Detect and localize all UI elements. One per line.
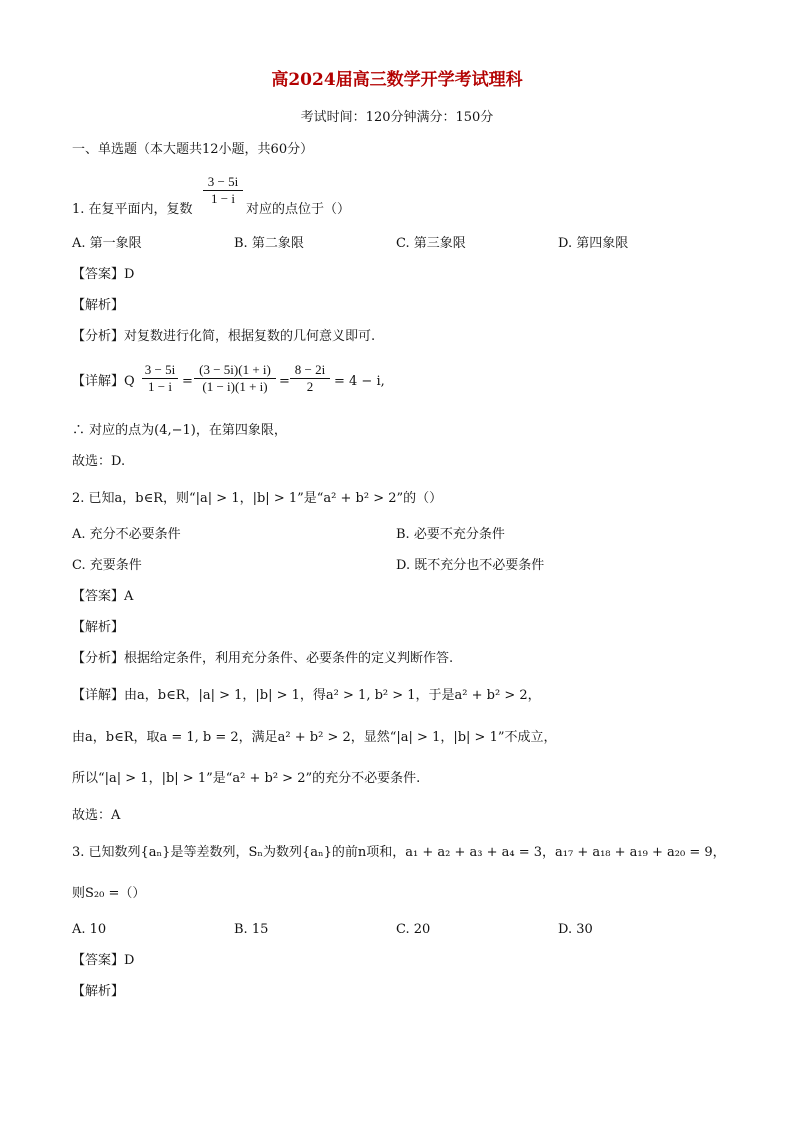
q2-detail-2: 由a，b∈R，取a = 1, b = 2，满足a² + b² > 2，显然“|a| > 1，|b| > 1”不成立， [72, 730, 557, 745]
q3-option-b: B. 15 [234, 922, 269, 937]
q1-detail-frac2-den: (1 − i)(1 + i) [202, 379, 268, 394]
q1-eq2: = [279, 374, 290, 389]
q1-detail-frac1-num: 3 − 5i [142, 362, 178, 379]
q1-analysis: 【分析】对复数进行化简，根据复数的几何意义即可. [72, 329, 376, 344]
q1-choose: 故选：D. [72, 454, 126, 469]
q1-stem-suffix: 对应的点位于（） [246, 202, 351, 217]
q1-stem-prefix: 1. 在复平面内，复数 [72, 202, 193, 217]
q3-jiexi: 【解析】 [72, 984, 125, 999]
q2-detail-3: 所以“|a| > 1，|b| > 1”是“a² + b² > 2”的充分不必要条件. [72, 771, 421, 786]
q1-frac-denominator: 1 − i [211, 191, 235, 206]
q1-detail-label: 【详解】Q [72, 374, 135, 389]
q1-detail-frac2-num: (3 − 5i)(1 + i) [194, 362, 276, 379]
q3-option-c: C. 20 [396, 922, 431, 937]
exam-info: 考试时间：120分钟满分：150分 [300, 110, 494, 125]
q2-analysis: 【分析】根据给定条件，利用充分条件、必要条件的定义判断作答. [72, 651, 454, 666]
q2-option-b: B. 必要不充分条件 [396, 527, 505, 542]
q2-answer: 【答案】A [72, 589, 134, 604]
page-title: 高2024届高三数学开学考试理科 [271, 70, 523, 90]
q2-option-a: A. 充分不必要条件 [72, 527, 181, 542]
q1-eq1: = [182, 374, 193, 389]
q1-frac-numerator: 3 − 5i [203, 174, 243, 191]
q1-detail-frac3 [290, 362, 330, 395]
q1-option-d: D. 第四象限 [558, 236, 629, 251]
q1-detail-tail: = 4 − i, [334, 374, 385, 389]
q1-detail-frac1 [142, 362, 178, 395]
q1-detail-frac1-den: 1 − i [148, 379, 172, 394]
q1-option-b: B. 第二象限 [234, 236, 304, 251]
q1-jiexi: 【解析】 [72, 298, 125, 313]
q3-answer: 【答案】D [72, 953, 135, 968]
q3-option-d: D. 30 [558, 922, 593, 937]
q1-fraction [203, 174, 243, 207]
q1-detail-frac3-den: 2 [306, 379, 314, 394]
q1-answer: 【答案】D [72, 267, 135, 282]
q1-point-line: ∴ 对应的点为(4,−1)，在第四象限， [72, 423, 287, 438]
q1-option-a: A. 第一象限 [72, 236, 142, 251]
q2-stem: 2. 已知a，b∈R，则“|a| > 1，|b| > 1”是“a² + b² > 2”的（） [72, 491, 443, 506]
q2-jiexi: 【解析】 [72, 620, 125, 635]
q1-detail-frac2 [194, 362, 276, 395]
q2-option-c: C. 充要条件 [72, 558, 142, 573]
q2-detail-1: 【详解】由a，b∈R，|a| > 1，|b| > 1，得a² > 1, b² > 1，于是a² + b² > 2， [72, 688, 541, 703]
q2-option-d: D. 既不充分也不必要条件 [396, 558, 545, 573]
q3-stem-line2: 则S₂₀ =（） [72, 886, 146, 901]
q1-option-c: C. 第三象限 [396, 236, 466, 251]
section-heading: 一、单选题（本大题共12小题，共60分） [72, 142, 314, 157]
q1-detail-frac3-num: 8 − 2i [290, 362, 330, 379]
q3-stem-line1: 3. 已知数列{aₙ}是等差数列，Sₙ为数列{aₙ}的前n项和，a₁ + a₂ + a₃ + a₄ = 3，a₁₇ + a₁₈ + a₁₉ + a₂₀ = 9， [72, 845, 726, 860]
q2-choose: 故选：A [72, 808, 121, 823]
q3-option-a: A. 10 [72, 922, 107, 937]
